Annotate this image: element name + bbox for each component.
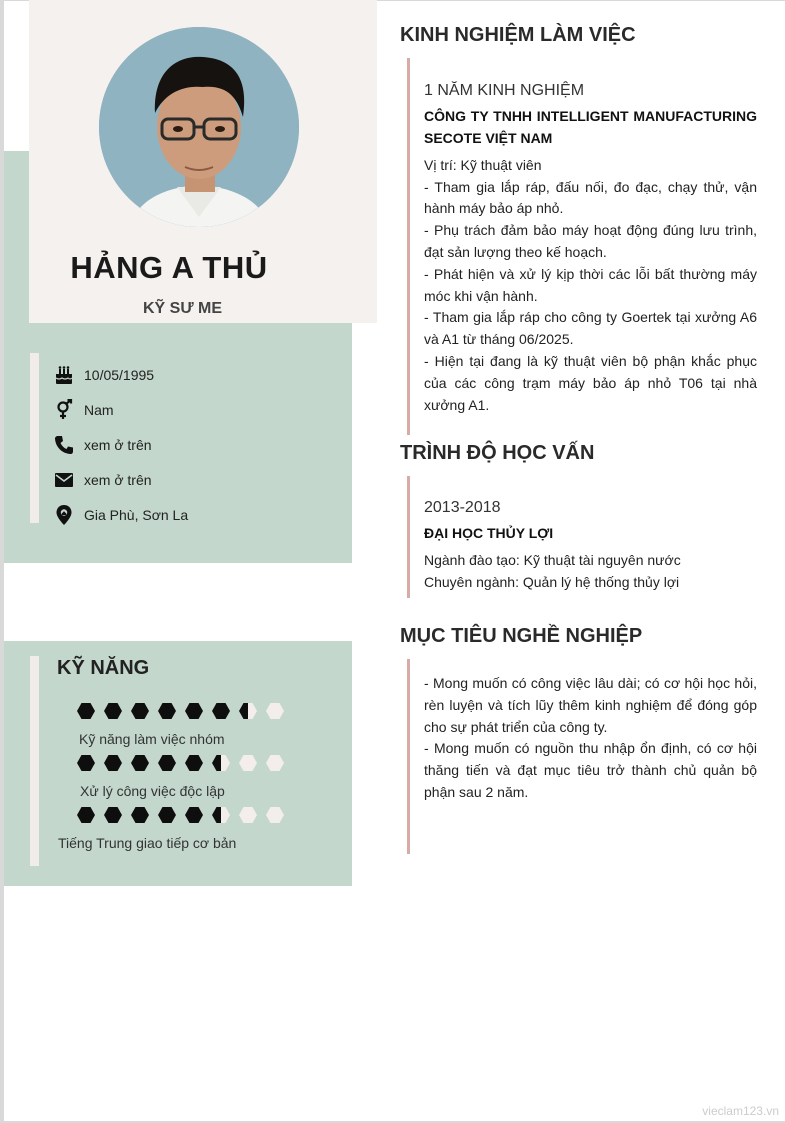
gender-icon bbox=[54, 399, 74, 421]
address-text: Gia Phù, Sơn La bbox=[84, 506, 189, 523]
phone-icon bbox=[54, 434, 74, 456]
rating-hexagon bbox=[184, 806, 211, 824]
experience-company: CÔNG TY TNHH INTELLIGENT MANUFACTURING SECOTE VIỆT NAM bbox=[424, 107, 757, 146]
contact-birthday bbox=[54, 357, 188, 392]
education-school: ĐẠI HỌC THỦY LỢI bbox=[424, 524, 554, 541]
experience-block bbox=[424, 80, 757, 416]
skills-accent-bar bbox=[30, 656, 39, 866]
rating-hexagon bbox=[265, 754, 292, 772]
experience-line: - Phụ trách đảm bảo máy hoạt động đúng lưu trình, đạt sản lượng theo kế hoạch. bbox=[424, 222, 757, 260]
skill-name-independent: Xử lý công việc độc lập bbox=[80, 783, 225, 799]
rating-hexagon bbox=[184, 702, 211, 720]
skill-rating-chinese bbox=[76, 806, 292, 824]
info-accent-bar bbox=[30, 353, 39, 523]
experience-accent-bar bbox=[407, 58, 410, 435]
rating-hexagon bbox=[238, 754, 265, 772]
education-period: 2013-2018 bbox=[424, 499, 501, 516]
objective-accent-bar bbox=[407, 659, 410, 854]
skill-rating-independent bbox=[76, 754, 292, 772]
skill-name-teamwork: Kỹ năng làm việc nhóm bbox=[79, 731, 225, 747]
avatar-photo bbox=[99, 27, 299, 227]
skills-heading: KỸ NĂNG bbox=[57, 657, 150, 679]
rating-hexagon bbox=[211, 754, 238, 772]
rating-hexagon bbox=[103, 754, 130, 772]
rating-hexagon bbox=[238, 806, 265, 824]
contact-phone bbox=[54, 427, 188, 462]
experience-line: - Tham gia lắp ráp cho công ty Goertek tại xưởng A6 và A1 từ tháng 06/2025. bbox=[424, 309, 757, 348]
skill-name-chinese: Tiếng Trung giao tiếp cơ bản bbox=[58, 835, 237, 851]
experience-line: - Hiện tại đang là kỹ thuật viên bộ phận khắc phục của các công trạm máy bảo áp nhỏ T06 tại nhà xưởng A1. bbox=[424, 352, 757, 413]
rating-hexagon bbox=[265, 702, 292, 720]
watermark: vieclam123.vn bbox=[702, 1104, 779, 1118]
education-line: Chuyên ngành: Quản lý hệ thống thủy lợi bbox=[424, 573, 680, 590]
rating-hexagon bbox=[211, 806, 238, 824]
email-text: xem ở trên bbox=[84, 471, 152, 488]
rating-hexagon bbox=[76, 754, 103, 772]
objective-line: - Mong muốn có công việc lâu dài; có cơ hội học hỏi, rèn luyện và tích lũy thêm kinh nghiệm để đóng góp cho sự phát triển của công ty. bbox=[424, 675, 757, 735]
birthday-cake-icon bbox=[54, 364, 74, 386]
gender-text: Nam bbox=[84, 401, 114, 418]
candidate-name: HẢNG A THỦ bbox=[70, 250, 268, 285]
experience-heading: KINH NGHIỆM LÀM VIỆC bbox=[400, 24, 636, 46]
avatar bbox=[99, 27, 299, 227]
rating-hexagon bbox=[103, 806, 130, 824]
contact-email bbox=[54, 462, 188, 497]
objective-heading: MỤC TIÊU NGHỀ NGHIỆP bbox=[400, 625, 643, 647]
rating-hexagon bbox=[211, 702, 238, 720]
phone-text: xem ở trên bbox=[84, 436, 152, 453]
rating-hexagon bbox=[130, 806, 157, 824]
experience-line: - Phát hiện và xử lý kịp thời các lỗi bất thường máy móc khi vận hành. bbox=[424, 265, 757, 304]
rating-hexagon bbox=[265, 806, 292, 824]
experience-line: Vị trí: Kỹ thuật viên bbox=[424, 156, 542, 173]
objective-block bbox=[424, 673, 757, 804]
rating-hexagon bbox=[157, 702, 184, 720]
candidate-job-title: KỸ SƯ ME bbox=[142, 300, 223, 317]
rating-hexagon bbox=[238, 702, 265, 720]
contact-gender bbox=[54, 392, 188, 427]
birthday-text: 10/05/1995 bbox=[84, 366, 155, 383]
education-accent-bar bbox=[407, 476, 410, 598]
rating-hexagon bbox=[103, 702, 130, 720]
education-block bbox=[424, 497, 757, 593]
contact-info-list bbox=[54, 357, 188, 532]
email-icon bbox=[54, 469, 74, 491]
location-pin-icon bbox=[54, 504, 74, 526]
rating-hexagon bbox=[130, 754, 157, 772]
rating-hexagon bbox=[76, 806, 103, 824]
rating-hexagon bbox=[130, 702, 157, 720]
rating-hexagon bbox=[157, 806, 184, 824]
contact-address bbox=[54, 497, 188, 532]
experience-line: - Tham gia lắp ráp, đấu nối, đo đạc, chạy thử, vận hành máy bảo áp nhỏ. bbox=[424, 178, 757, 217]
education-line: Ngành đào tạo: Kỹ thuật tài nguyên nước bbox=[424, 551, 681, 568]
rating-hexagon bbox=[76, 702, 103, 720]
skill-rating-teamwork bbox=[76, 702, 292, 720]
education-heading: TRÌNH ĐỘ HỌC VẤN bbox=[400, 442, 595, 464]
objective-line: - Mong muốn có nguồn thu nhập ổn định, có cơ hội thăng tiến và đạt mục tiêu trở thành chủ quản bộ phận sau 2 năm. bbox=[424, 740, 757, 800]
experience-duration: 1 NĂM KINH NGHIỆM bbox=[424, 82, 585, 99]
rating-hexagon bbox=[157, 754, 184, 772]
rating-hexagon bbox=[184, 754, 211, 772]
